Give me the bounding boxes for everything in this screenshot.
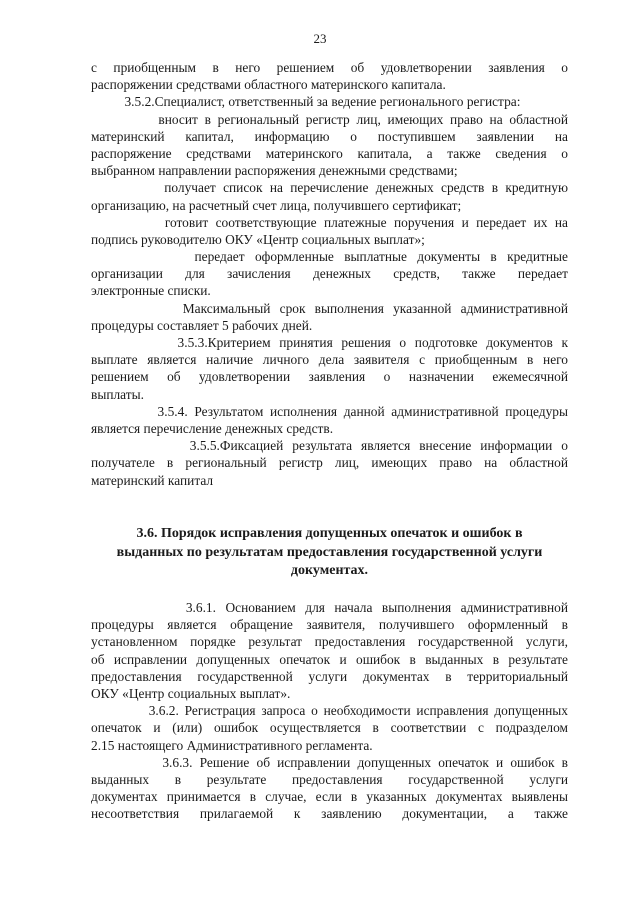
text-line: несоответствия прилагаемой к заявлению документации, а также xyxy=(91,806,568,822)
text-line: 2.15 настоящего Административного регламента. xyxy=(91,737,373,753)
text-line: электронные списки. xyxy=(91,283,211,299)
text-line: вносит в региональный регистр лиц, имеющих право на областной xyxy=(91,111,568,127)
text-line: является перечисление денежных средств. xyxy=(91,420,334,436)
text-line: процедуры составляет 5 рабочих дней. xyxy=(91,317,313,333)
text-line: получателе в региональный регистр лиц, имеющих право на областной xyxy=(91,455,568,471)
text-line: организации для зачисления денежных средств, также передает xyxy=(91,266,568,282)
section-3-6-text xyxy=(91,599,568,822)
text-line: установленном порядке результат предоставления государственной услуги, xyxy=(91,634,568,650)
text-line: 3.6.3. Решение об исправлении допущенных опечаток и ошибок в xyxy=(91,754,568,770)
text-line: документах принимается в случае, если в указанных документах выявлены xyxy=(91,789,568,805)
text-line: ОКУ «Центр социальных выплат». xyxy=(91,685,291,701)
text-line: выплаты. xyxy=(91,386,144,402)
text-line: 3.6.1. Основанием для начала выполнения административной xyxy=(91,600,568,615)
text-line: выплате является наличие личного дела заявителя с приобщенным в него xyxy=(91,352,568,368)
text-line: получает список на перечисление денежных средств в кредитную xyxy=(91,180,568,196)
text-line: 3.5.4. Результатом исполнения данной административной процедуры xyxy=(91,403,568,419)
text-line: организацию, на расчетный счет лица, получившего сертификат; xyxy=(91,197,462,213)
text-line: 3.5.5.Фиксацией результата является внесение информации о xyxy=(91,438,568,454)
text-line: распоряжение средствами материнского капитала, а также сведения о xyxy=(91,145,568,161)
text-line: передает оформленные выплатные документы в кредитные xyxy=(91,249,568,265)
page-number: 23 xyxy=(313,31,327,46)
text-line: об исправлении допущенных опечаток и ошибок в выданных в результате xyxy=(91,651,568,667)
text-line: Максимальный срок выполнения указанной административной xyxy=(91,300,568,316)
text-line: выданных в результате предоставления государственной услуги xyxy=(91,771,568,787)
text-line: решением об удовлетворении заявления о назначении ежемесячной xyxy=(91,369,568,385)
text-line: 3.5.2.Специалист, ответственный за ведение регионального регистра: xyxy=(91,94,521,110)
text-line: подпись руководителю ОКУ «Центр социальных выплат»; xyxy=(91,231,425,247)
text-line: распоряжении средствами областного материнского капитала. xyxy=(91,77,446,93)
text-line: опечаток и (или) ошибок осуществляется в соответствии с подразделом xyxy=(91,720,568,736)
text-line: материнский капитал xyxy=(91,472,214,488)
section-3-6-heading xyxy=(91,525,568,581)
text-line: 3.6.2. Регистрация запроса о необходимости исправления допущенных xyxy=(91,703,568,719)
text-line: с приобщенным в него решением об удовлетворении заявления о xyxy=(91,60,568,75)
heading-line: выданных по результатам предоставления государственной услуги xyxy=(116,544,543,560)
text-line: процедуры является обращение заявителя, получившего оформленный в xyxy=(91,617,568,633)
heading-line: 3.6. Порядок исправления допущенных опечаток и ошибок в xyxy=(136,526,523,541)
section-3-5-text xyxy=(91,59,568,489)
text-line: предоставления государственной услуги документах в территориальный xyxy=(91,668,568,684)
text-line: выбранном направлении распоряжения денежными средствами; xyxy=(91,163,458,179)
text-line: материнский капитал, информацию о поступившем заявлении на xyxy=(91,128,568,144)
heading-line: документах. xyxy=(290,563,369,578)
text-line: 3.5.3.Критерием принятия решения о подготовке документов к xyxy=(91,335,568,350)
text-line: готовит соответствующие платежные поручения и передает их на xyxy=(91,214,568,230)
